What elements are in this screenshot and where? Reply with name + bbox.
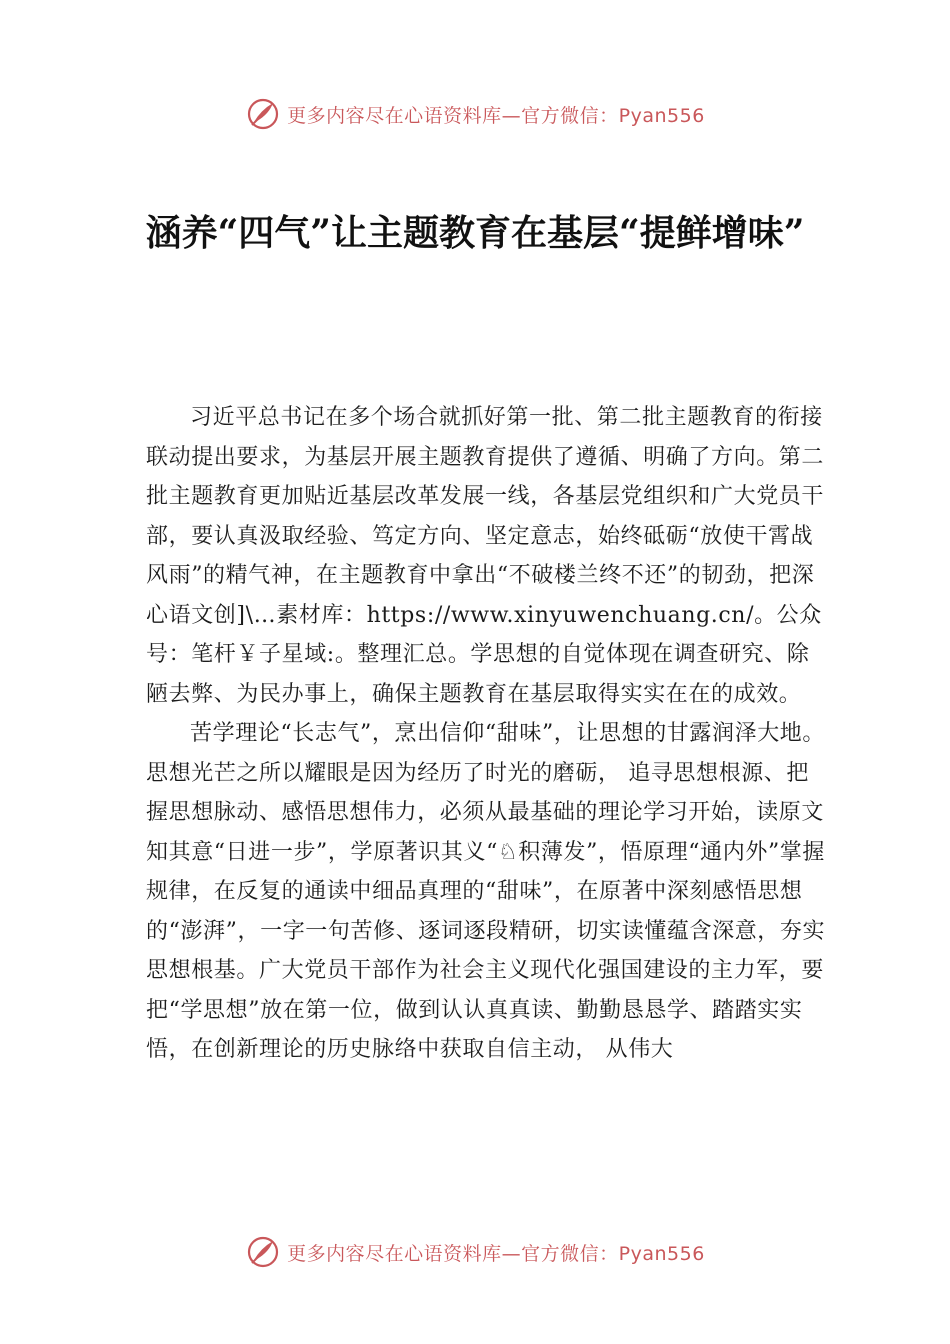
header-banner xyxy=(0,94,950,134)
footer-banner xyxy=(0,1232,950,1272)
page-title: 涵养“四气”让主题教育在基层“提鲜增味” xyxy=(145,212,805,254)
paragraph: 苦学理论“长志气”，烹出信仰“甜味”，让思想的甘露润泽大地。思想光芒之所以耀眼是因为经历了时光的磨砺， 追寻思想根源、把握思想脉动、感悟思想伟力，必须从最基础的理论学习开始，读原文知其意“日进一步”，学原著识其义“♘积薄发”，悟原理“通内外”掌握规律，在反复的通读中细品真理的“甜味”，在原著中深刻感悟思想的“澎湃”，一字一句苦修、逐词逐段精研，切实读懂蕴含深意，夯实思想根基。广大党员干部作为社会主义现代化强国建设的主力军，要把“学思想”放在第一位，做到认认真真读、勤勤恳恳学、踏踏实实悟，在创新理论的历史脉络中获取自信主动， 从伟大 xyxy=(146,721,826,1062)
article-body xyxy=(146,398,826,1070)
quill-seal-icon xyxy=(245,1234,281,1270)
banner-text: 更多内容尽在心语资料库—官方微信：Pyan556 xyxy=(287,104,705,127)
paragraph: 习近平总书记在多个场合就抓好第一批、第二批主题教育的衔接联动提出要求，为基层开展主题教育提供了遵循、明确了方向。第二批主题教育更加贴近基层改革发展一线，各基层党组织和广大党员干部，要认真汲取经验、笃定方向、坚定意志，始终砥砺“放使干霄战风雨”的精气神，在主题教育中拿出“不破楼兰终不还”的韧劲，把深心语文创]\…素材库：https://www.xinyuwenchuang.cn/。公众号：笔杆￥子星域:。整理汇总。学思想的自觉体现在调查研究、除陋去弊、为民办事上，确保主题教育在基层取得实实在在的成效。 xyxy=(146,405,825,707)
banner-text: 更多内容尽在心语资料库—官方微信：Pyan556 xyxy=(287,1242,705,1265)
quill-seal-icon xyxy=(245,96,281,132)
